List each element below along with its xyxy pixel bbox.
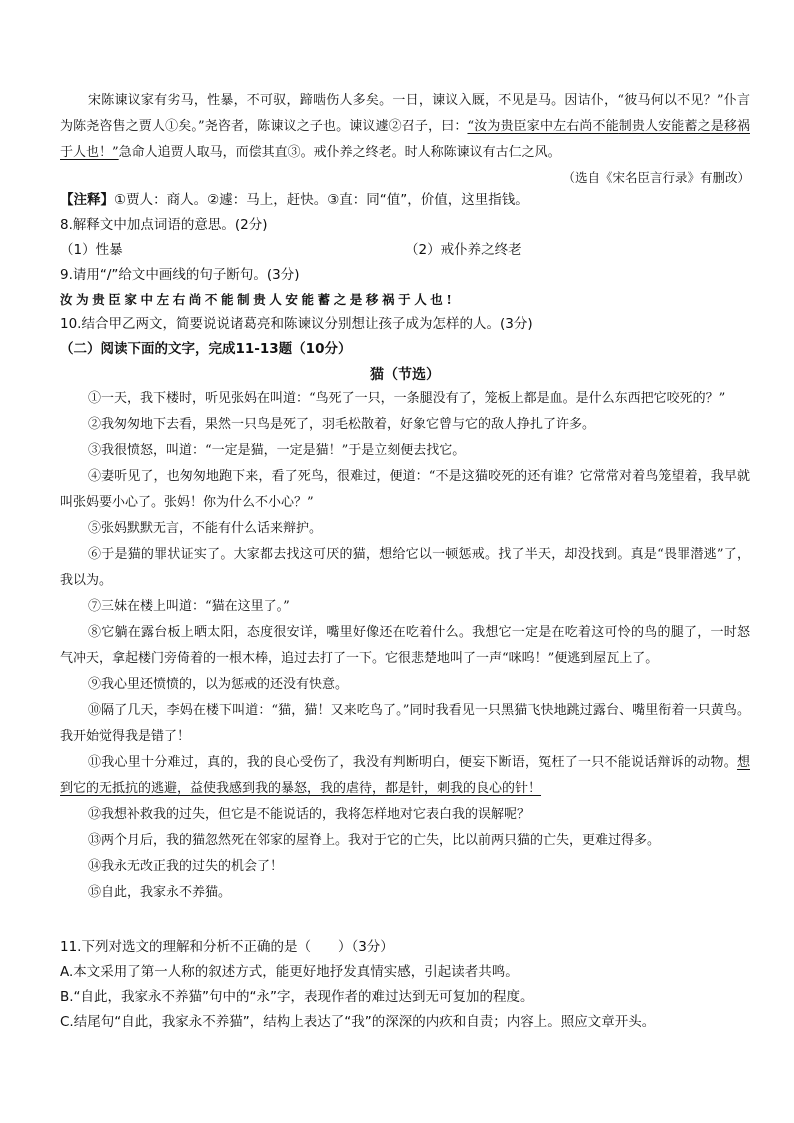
questions-8-10 [60, 188, 750, 388]
paragraph: ⑩隔了几天，李妈在楼下叫道：“猫，猫！又来吃鸟了。”同时我看见一只黑猫飞快地跳过露台、嘴里衔着一只黄鸟。我开始觉得我是错了！ [60, 703, 750, 744]
passage-b [60, 386, 750, 906]
paragraph: ⑭我永无改正我的过失的机会了！ [88, 859, 284, 874]
source-citation: （选自《宋名臣言行录》有删改） [562, 170, 750, 185]
paragraph: ⑬两个月后，我的猫忽然死在邻家的屋脊上。我对于它的亡失，比以前两只猫的亡失，更难过得多。 [88, 833, 661, 848]
passage-a-line: 宋陈谏议家有劣马，性暴，不可驭，蹄啮伤人多矣。一日，谏议入厩，不见是马。因诘仆，“彼马何以不见？”仆言为陈尧咨售之贾人①矣。”尧咨者，陈谏议之子也。谏议遽②召子，曰：“汝为贵臣家中左右尚不能制贵人安能蓄之是移祸于人也！”急命人追贾人取马，而偿其直③。戒仆养之终老。时人称陈谏议有古仁之风。 [60, 93, 750, 160]
paragraph: ⑦三妹在楼上叫道：“猫在这里了。” [88, 599, 290, 614]
paragraph: ②我匆匆地下去看，果然一只鸟是死了，羽毛松散着，好象它曾与它的敌人挣扎了许多。 [88, 417, 596, 432]
paragraph: ⑤张妈默默无言，不能有什么话来辩护。 [88, 521, 323, 536]
q8-items [60, 238, 750, 263]
paragraph: ⑧它躺在露台板上晒太阳，态度很安详，嘴里好像还在吃着什么。我想它一定是在吃着这可怜的鸟的腿了，一时怒气冲天，拿起楼门旁倚着的一根木棒，追过去打了一下。它很悲楚地叫了一声“咪呜！”便逃到屋瓦上了。 [60, 625, 750, 666]
paragraph: ③我很愤怒，叫道：“一定是猫，一定是猫！”于是立刻便去找它。 [88, 443, 466, 458]
q11-option-a: A.本文采用了第一人称的叙述方式，能更好地抒发真情实感，引起读者共鸣。 [60, 964, 519, 980]
paragraph: ④妻听见了，也匆匆地跑下来，看了死鸟，很难过，便道：“不是这猫咬死的还有谁？它常常对着鸟笼望着，我早就叫张妈要小心了。张妈！你为什么不小心？” [60, 469, 750, 510]
passage-title: 猫（节选） [370, 367, 440, 383]
paragraph: ⑫我想补救我的过失，但它是不能说话的，我将怎样地对它表白我的误解呢？ [88, 807, 531, 822]
paragraph: ⑥于是猫的罪状证实了。大家都去找这可厌的猫，想给它以一顿惩戒。找了半天，却没找到。真是“畏罪潜逃”了，我以为。 [60, 547, 750, 588]
q8-stem: 8.解释文中加点词语的意思。(2分) [60, 217, 268, 233]
paragraph: ⑨我心里还愤愤的，以为惩戒的还没有快意。 [88, 677, 349, 692]
q11-option-c: C.结尾句“自此，我家永不养猫”，结构上表达了“我”的深深的内疚和自责；内容上。照应文章开头。 [60, 1014, 656, 1030]
paragraph: ⑮自此，我家永不养猫。 [88, 885, 232, 900]
paragraph: ①一天，我下楼时，听见张妈在叫道：“鸟死了一只，一条腿没有了，笼板上都是血。是什么东西把它咬死的？” [88, 391, 726, 406]
question-11 [60, 935, 750, 1035]
paragraph-11: ⑪我心里十分难过，真的，我的良心受伤了，我没有判断明白，便妄下断语，冤枉了一只不能说话辩诉的动物。想到它的无抵抗的逃避，益使我感到我的暴怒，我的虐待，都是针，刺我的良心的针！ [60, 755, 750, 796]
q11-option-b: B.“自此，我家永不养猫”句中的“永”字，表现作者的难过达到无可复加的程度。 [60, 989, 534, 1005]
q9-sentence: 汝为贵臣家中左右尚不能制贵人安能蓄之是移祸于人也! [60, 292, 456, 307]
notes: 【注释】①贾人：商人。②遽：马上，赶快。③直：同“值”，价值，这里指钱。 [60, 192, 529, 208]
q11-stem: 11.下列对选文的理解和分析不正确的是（ ）（3分） [60, 939, 394, 955]
q8-item2: （2）戒仆养之终老 [405, 242, 522, 258]
passage-a [60, 88, 750, 190]
q9-stem: 9.请用“/”给文中画线的句子断句。(3分) [60, 267, 300, 283]
q10-stem: 10.结合甲乙两文，简要说说诸葛亮和陈谏议分别想让孩子成为怎样的人。(3分) [60, 316, 533, 332]
q8-item1: （1）性暴 [60, 242, 123, 258]
section2-heading: （二）阅读下面的文字，完成11-13题（10分） [60, 341, 352, 357]
